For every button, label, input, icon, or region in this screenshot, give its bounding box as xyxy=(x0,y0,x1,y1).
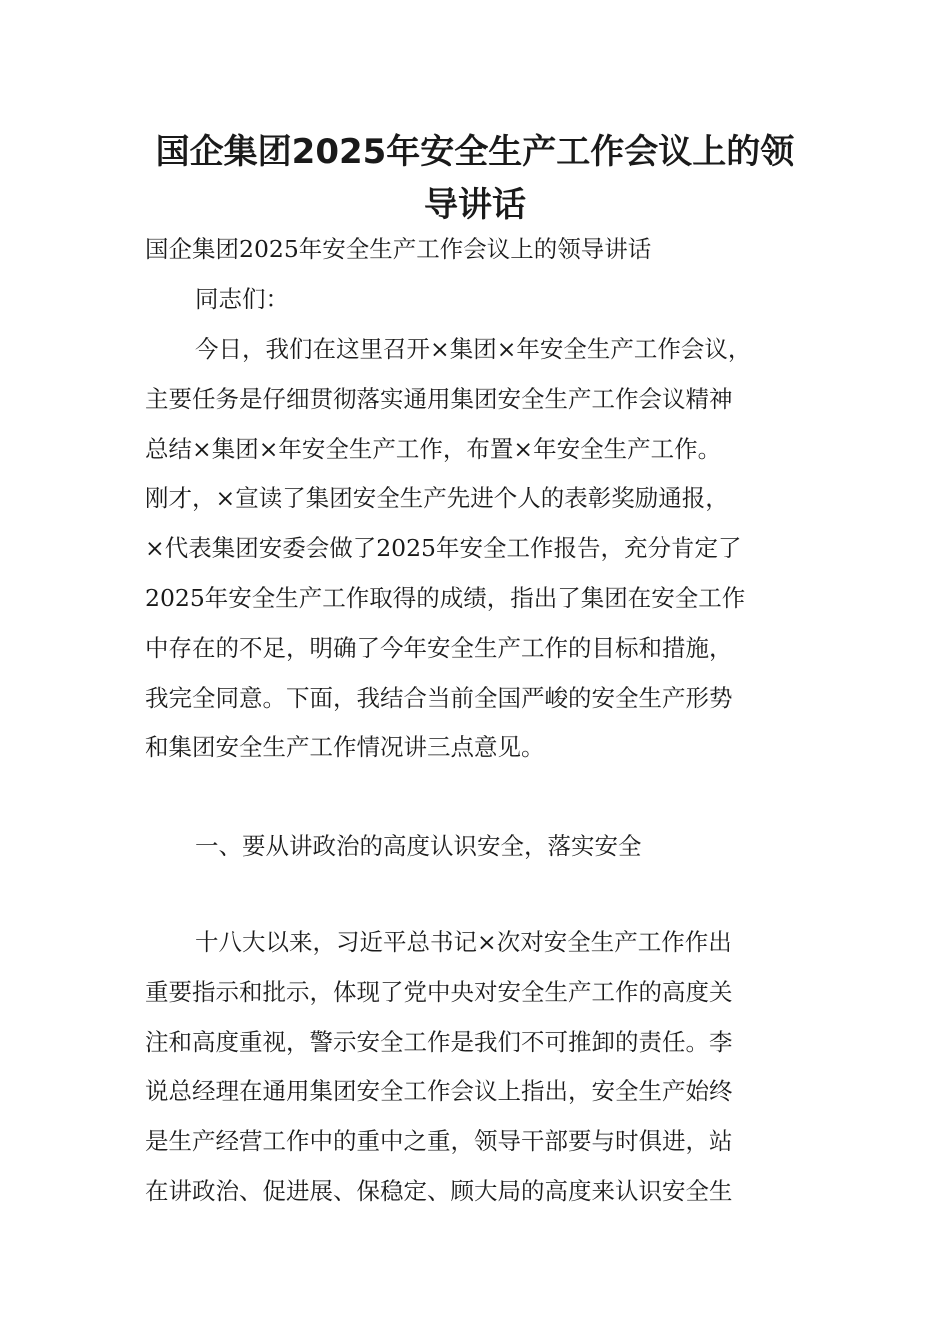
paragraph-line: 和集团安全生产工作情况讲三点意见。 xyxy=(145,733,545,762)
paragraph-line: 在讲政治、促进展、保稳定、顾大局的高度来认识安全生 xyxy=(145,1176,733,1205)
title-line: 导讲话 xyxy=(424,185,526,225)
paragraph-line: 是生产经营工作中的重中之重，领导干部要与时俱进，站 xyxy=(145,1127,733,1156)
document-title xyxy=(100,126,850,232)
paragraph-line: 十八大以来，习近平总书记×次对安全生产工作作出 xyxy=(195,928,732,956)
paragraph-line: 说总经理在通用集团安全工作会议上指出，安全生产始终 xyxy=(145,1077,733,1106)
paragraph-line: 我完全同意。下面，我结合当前全国严峻的安全生产形势 xyxy=(145,683,733,712)
paragraph-line: 中存在的不足，明确了今年安全生产工作的目标和措施， xyxy=(145,633,733,662)
paragraph-line: 主要任务是仔细贯彻落实通用集团安全生产工作会议精神 xyxy=(145,384,733,413)
paragraph-line: 注和高度重视，警示安全工作是我们不可推卸的责任。李 xyxy=(145,1027,733,1056)
salutation xyxy=(145,275,865,325)
paragraph-line: 刚才，×宣读了集团安全生产先进个人的表彰奖励通报， xyxy=(145,484,729,513)
title-line: 国企集团2025年安全生产工作会议上的领 xyxy=(155,132,795,172)
salutation-text: 同志们： xyxy=(195,285,289,313)
paragraph-line: 2025年安全生产工作取得的成绩，指出了集团在安全工作 xyxy=(145,583,746,612)
subtitle-text: 国企集团2025年安全生产工作会议上的领导讲话 xyxy=(145,235,652,263)
paragraph-line: 今日，我们在这里召开×集团×年安全生产工作会议， xyxy=(195,335,752,363)
paragraph-line: 重要指示和批示，体现了党中央对安全生产工作的高度关 xyxy=(145,977,733,1006)
section-heading-text: 一、要从讲政治的高度认识安全，落实安全 xyxy=(195,832,642,860)
paragraph-line: ×代表集团安委会做了2025年安全工作报告，充分肯定了 xyxy=(145,534,742,563)
paragraph-opening xyxy=(145,325,815,773)
paragraph-line: 总结×集团×年安全生产工作，布置×年安全生产工作。 xyxy=(145,434,722,463)
document-subtitle xyxy=(145,225,815,275)
section-heading xyxy=(145,822,865,872)
paragraph-section1 xyxy=(145,918,815,1217)
